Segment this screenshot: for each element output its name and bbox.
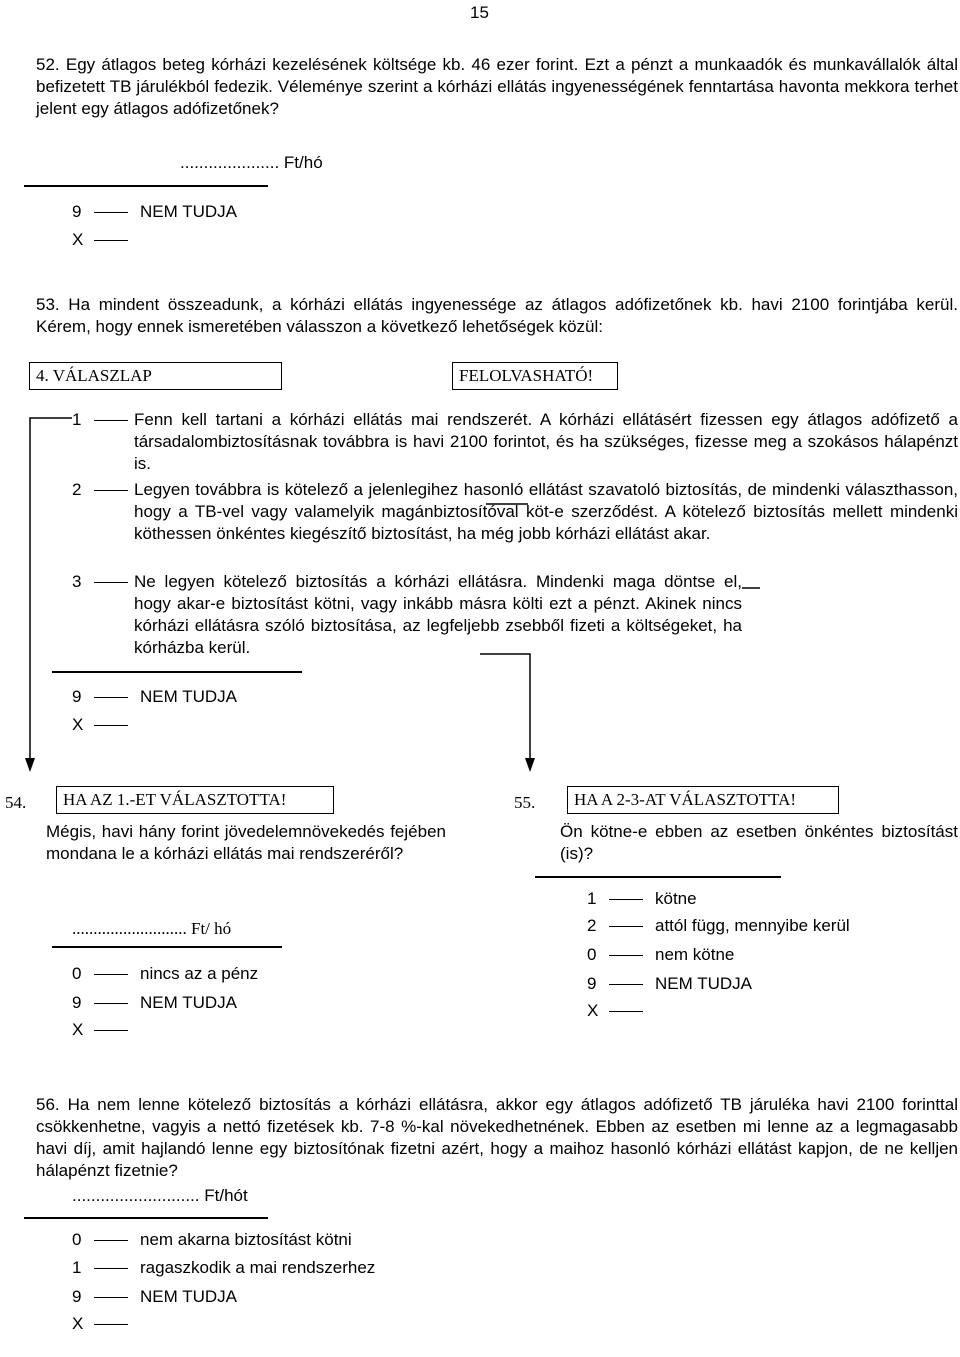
q52-answer-blank: ..................... Ft/hó — [180, 153, 323, 172]
q56-option-1[interactable] — [72, 1257, 375, 1279]
option-code: 0 — [587, 945, 597, 964]
option-code: 1 — [72, 410, 82, 429]
q56-option-x[interactable] — [72, 1313, 140, 1335]
q56-option-9[interactable] — [72, 1286, 237, 1308]
arrow-to-q55 — [480, 504, 760, 772]
q54-text: Mégis, havi hány forint jövedelemnövekedés fejében mondana le a kórházi ellátás mai rendszeréről? — [46, 822, 446, 863]
option-label: nem kötne — [655, 945, 735, 964]
option-label: NEM TUDJA — [140, 202, 237, 221]
q55-text-underline — [535, 876, 781, 878]
option-code: 0 — [72, 1230, 82, 1249]
q55-text: Ön kötne-e ebben az esetben önkéntes biztosítást (is)? — [560, 822, 958, 863]
option-dash — [609, 955, 643, 957]
option-code: 9 — [587, 974, 597, 993]
option-code: X — [72, 715, 84, 734]
option-dash — [609, 899, 643, 901]
option-label: kötne — [655, 889, 697, 908]
option-code: 9 — [72, 202, 82, 221]
option-code: X — [72, 1020, 84, 1039]
q55-filter-label: HA A 2-3-AT VÁLASZTOTTA! — [567, 786, 839, 814]
option-code: X — [72, 230, 84, 249]
option-code: 3 — [72, 572, 82, 591]
q56-answer-underline — [24, 1217, 268, 1219]
option-label: NEM TUDJA — [140, 1287, 237, 1306]
option-dash — [609, 984, 643, 986]
q53-read-aloud-label: FELOLVASHATÓ! — [452, 362, 618, 390]
option-code: 9 — [72, 687, 82, 706]
q53-card-label: 4. VÁLASZLAP — [29, 362, 282, 390]
option-dash — [609, 926, 643, 928]
option-dash — [94, 1003, 128, 1005]
option-label: nincs az a pénz — [140, 964, 259, 983]
option-code: 9 — [72, 993, 82, 1012]
option-code: 9 — [72, 1287, 82, 1306]
q56-answer-blank: ........................... Ft/hót — [72, 1186, 248, 1205]
option-label: NEM TUDJA — [655, 974, 752, 993]
q54-answer-underline — [52, 946, 282, 948]
q54-number: 54. — [5, 793, 27, 812]
option-dash — [94, 1268, 128, 1270]
option-code: 1 — [72, 1258, 82, 1277]
q55-option-1[interactable] — [587, 888, 697, 910]
option-code: 0 — [72, 964, 82, 983]
q52-text: 52. Egy átlagos beteg kórházi kezelésének költsége kb. 46 ezer forint. Ezt a pénzt a munkaadók és munkavállalók által befizetett TB járulékból fedezik. Véleménye szerint a kórházi ellátás ingyenességének fenntartása havonta mekkora terhet jelent egy átlagos adófizetőnek? — [36, 55, 958, 118]
option-dash — [94, 974, 128, 976]
page-number: 15 — [470, 3, 489, 22]
q55-option-0[interactable] — [587, 944, 734, 966]
q54-option-9[interactable] — [72, 992, 237, 1014]
option-code: X — [72, 1314, 84, 1333]
q53-option-2-text[interactable]: Legyen továbbra is kötelező a jelenlegihez hasonló ellátást szavatoló biztosítás, de mindenki választhasson, hogy a TB-vel vagy valamelyik magánbiztosítóval köt-e szerződést. A kötelező biztosítás mellett mindenki köthessen önkéntes kiegészítő biztosítást, ha még jobb kórházi ellátást akar. — [134, 480, 958, 543]
q55-number: 55. — [514, 793, 536, 812]
q56-option-0[interactable] — [72, 1229, 352, 1251]
q54-filter-label: HA AZ 1.-ET VÁLASZTOTTA! — [56, 786, 334, 814]
option-dash — [609, 1011, 643, 1013]
q55-option-x[interactable] — [587, 1000, 655, 1022]
q54-option-0[interactable] — [72, 963, 258, 985]
option-code: 1 — [587, 889, 597, 908]
option-dash — [94, 1240, 128, 1242]
q54-option-x[interactable] — [72, 1019, 140, 1041]
q56-text: 56. Ha nem lenne kötelező biztosítás a kórházi ellátásra, akkor egy átlagos adófizető TB járuléka havi 2100 forinttal csökkenhetne, vagyis a nettó fizetések kb. 7-8 %-kal növekedhetnének. Ebben az esetben mi lenne az a legmagasabb havi díj, amit hajlandó lenne egy biztosítónak fizetni azért, hogy a maihoz hasonló kórházi ellátást kapjon, de ne kelljen hálapénzt fizetnie? — [36, 1095, 958, 1180]
option-label: NEM TUDJA — [140, 993, 237, 1012]
option-label: attól függ, mennyibe kerül — [655, 916, 850, 935]
option-dash — [94, 1030, 128, 1032]
option-label: nem akarna biztosítást kötni — [140, 1230, 352, 1249]
option-code: 2 — [587, 916, 597, 935]
q55-option-9[interactable] — [587, 973, 752, 995]
arrow-to-q54 — [25, 418, 72, 772]
option-label: ragaszkodik a mai rendszerhez — [140, 1258, 376, 1277]
q53-option-1-text[interactable]: Fenn kell tartani a kórházi ellátás mai rendszerét. A kórházi ellátásért fizessen egy átlagos adófizető a társadalombiztosításnak továbbra is havi 2100 forintot, és ha szükséges, fizesse meg a szokásos hálapénzt is. — [134, 410, 958, 473]
q53-option-3-text[interactable]: Ne legyen kötelező biztosítás a kórházi ellátásra. Mindenki maga döntse el, hogy akar-e biztosítást kötni, vagy inkább másra költi ezt a pénzt. Akinek nincs kórházi ellátásra szóló biztosítása, az legfeljebb zsebből fizeti a költségeket, ha kórházba kerül. — [134, 572, 742, 657]
option-dash — [94, 1297, 128, 1299]
q54-answer-blank: ........................... Ft/ hó — [72, 919, 232, 938]
q53-text: 53. Ha mindent összeadunk, a kórházi ellátás ingyenessége az átlagos adófizetőnek kb. havi 2100 forintjába kerül. Kérem, hogy ennek ismeretében válasszon a következő lehetőségek közül: — [36, 295, 958, 336]
option-code: X — [587, 1001, 599, 1020]
option-label: NEM TUDJA — [140, 687, 237, 706]
option-code: 2 — [72, 480, 82, 499]
option-dash — [94, 1324, 128, 1326]
q55-option-2[interactable] — [587, 915, 850, 937]
